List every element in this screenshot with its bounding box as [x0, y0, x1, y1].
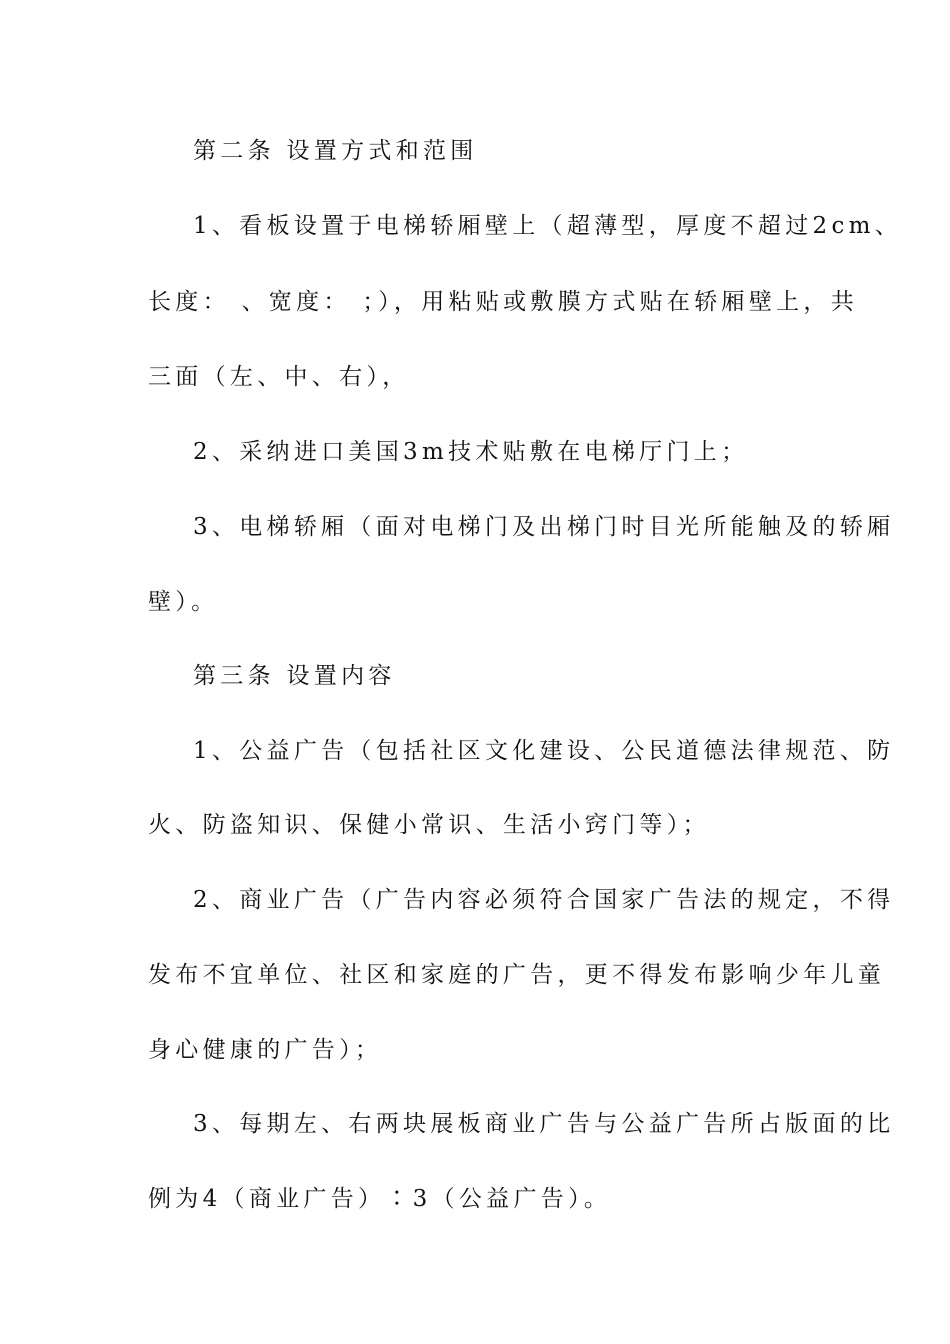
section-heading-article-3: 第三条 设置内容	[193, 663, 396, 689]
paragraph-line: 火、防盗知识、保健小常识、生活小窍门等）；	[148, 812, 710, 838]
paragraph-line: 身心健康的广告）；	[148, 1037, 383, 1063]
paragraph-line: 1、公益广告（包括社区文化建设、公民道德法律规范、防	[193, 738, 895, 764]
paragraph-line: 三面（左、中、右），	[148, 364, 410, 390]
paragraph-line: 1、看板设置于电梯轿厢壁上（超薄型，厚度不超过2cm、	[193, 213, 903, 239]
paragraph-line: 壁）。	[148, 589, 219, 615]
paragraph-line: 发布不宜单位、社区和家庭的广告，更不得发布影响少年儿童	[148, 962, 886, 988]
paragraph-line: 2、商业广告（广告内容必须符合国家广告法的规定，不得	[193, 887, 895, 913]
paragraph-line: 长度： 、宽度： ；），用粘贴或敷膜方式贴在轿厢壁上，共	[148, 289, 859, 315]
paragraph-line: 3、电梯轿厢（面对电梯门及出梯门时目光所能触及的轿厢	[193, 514, 895, 540]
paragraph-line: 2、采纳进口美国3m技术贴敷在电梯厅门上；	[193, 439, 749, 465]
paragraph-line: 例为4（商业广告）∶3（公益广告）。	[148, 1186, 612, 1212]
paragraph-line: 3、每期左、右两块展板商业广告与公益广告所占版面的比	[193, 1111, 895, 1137]
section-heading-article-2: 第二条 设置方式和范围	[193, 138, 478, 164]
